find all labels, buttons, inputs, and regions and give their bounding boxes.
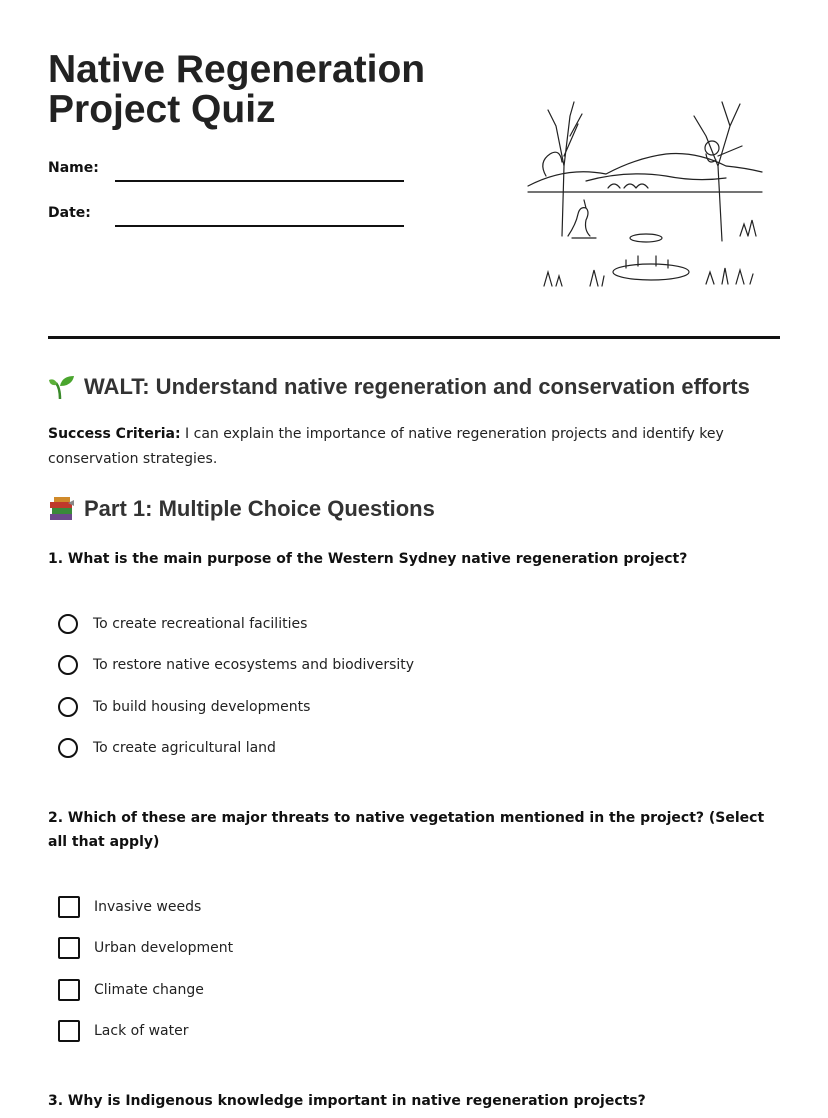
question-2: 2. Which of these are major threats to native vegetation mentioned in the project? (Select all that apply)	[48, 810, 765, 850]
page-title: Native Regeneration Project Quiz	[48, 48, 426, 131]
option-label: Lack of water	[94, 1023, 189, 1039]
walt-heading-text: WALT: Understand native regeneration and conservation efforts	[84, 374, 750, 399]
radio-button[interactable]	[58, 697, 78, 717]
part1-heading	[48, 496, 435, 522]
section-divider	[48, 336, 780, 339]
q2-option-2[interactable]	[58, 936, 233, 960]
q1-option-4[interactable]	[58, 736, 276, 760]
date-field[interactable]	[115, 225, 404, 227]
option-label: Climate change	[94, 982, 204, 998]
option-label: To restore native ecosystems and biodiversity	[93, 657, 415, 673]
success-criteria	[48, 422, 788, 472]
radio-button[interactable]	[58, 738, 78, 758]
q1-option-2[interactable]	[58, 653, 414, 677]
radio-button[interactable]	[58, 614, 78, 634]
option-label: Invasive weeds	[94, 899, 202, 915]
option-label: To build housing developments	[93, 699, 311, 715]
checkbox[interactable]	[58, 1020, 80, 1042]
criteria-label: Success Criteria:	[48, 426, 181, 442]
name-label: Name:	[48, 160, 99, 176]
checkbox[interactable]	[58, 979, 80, 1001]
radio-button[interactable]	[58, 655, 78, 675]
q2-option-4[interactable]	[58, 1019, 188, 1043]
bush-landscape-illustration	[526, 96, 766, 296]
question-1: 1. What is the main purpose of the Western Sydney native regeneration project?	[48, 551, 688, 567]
q1-option-1[interactable]	[58, 612, 307, 636]
q1-option-3[interactable]	[58, 695, 310, 719]
checkbox[interactable]	[58, 896, 80, 918]
q2-option-1[interactable]	[58, 895, 201, 919]
date-label: Date:	[48, 205, 91, 221]
part1-heading-text: Part 1: Multiple Choice Questions	[84, 496, 435, 521]
criteria-text: I can explain the importance of native regeneration projects and identify key conservation strategies.	[48, 426, 724, 467]
checkbox[interactable]	[58, 937, 80, 959]
books-icon	[48, 496, 76, 522]
option-label: Urban development	[94, 940, 234, 956]
seedling-icon	[48, 374, 76, 400]
option-label: To create recreational facilities	[93, 616, 308, 632]
walt-heading	[48, 374, 750, 400]
option-label: To create agricultural land	[93, 740, 276, 756]
question-3: 3. Why is Indigenous knowledge important in native regeneration projects?	[48, 1093, 646, 1109]
name-field[interactable]	[115, 180, 404, 182]
q2-option-3[interactable]	[58, 978, 204, 1002]
